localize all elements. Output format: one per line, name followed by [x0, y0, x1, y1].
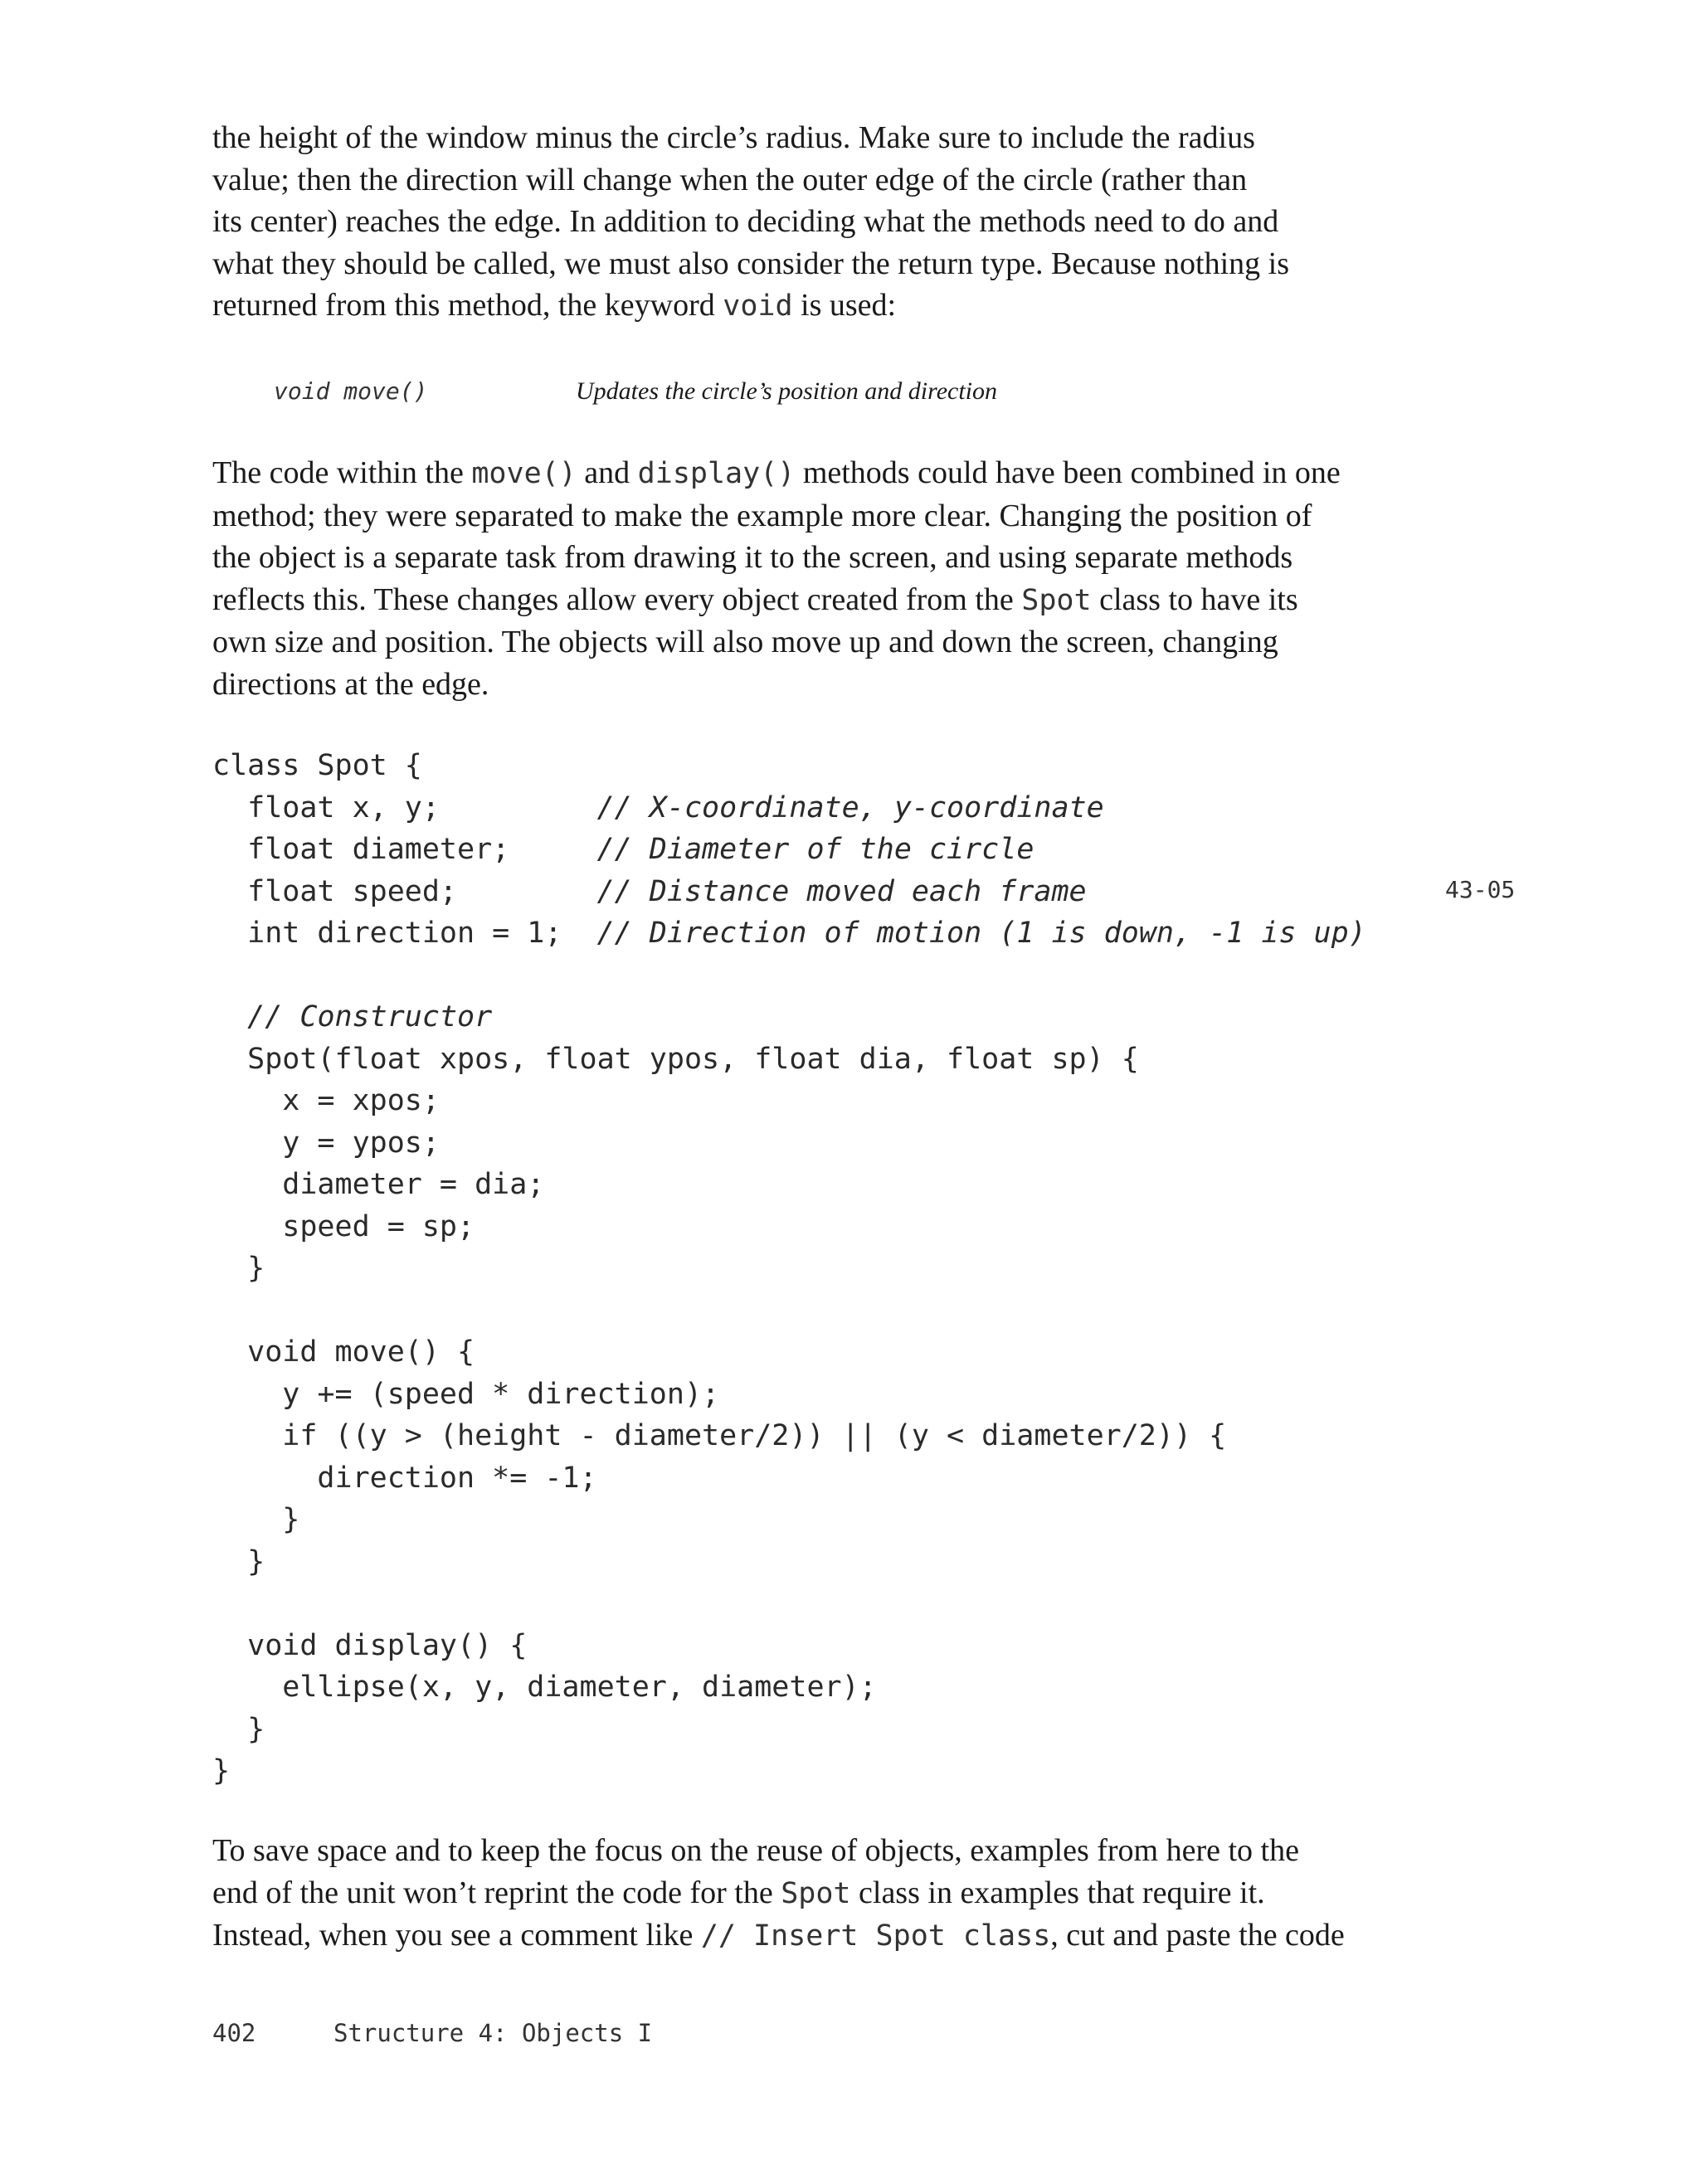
code-line	[212, 912, 1366, 955]
body-paragraph	[212, 452, 1490, 705]
code-line	[212, 1248, 1366, 1290]
text-line: its center) reaches the edge. In addition to deciding what the methods need to do and	[212, 204, 1279, 239]
code-line	[212, 745, 1366, 787]
code-line	[212, 829, 1366, 871]
code-text: }	[212, 1252, 265, 1285]
inline-code-spot: Spot	[781, 1876, 851, 1910]
section-title: Structure 4: Objects I	[333, 2019, 653, 2047]
code-line	[212, 1666, 1366, 1709]
code-line	[212, 1038, 1366, 1081]
code-text: class Spot {	[212, 749, 422, 782]
code-line	[212, 1331, 1366, 1374]
code-text: ellipse(x, y, diameter, diameter);	[212, 1671, 877, 1704]
code-text: diameter = dia;	[212, 1168, 545, 1201]
text-segment: methods could have been combined in one	[795, 455, 1341, 490]
code-text: y += (speed * direction);	[212, 1377, 720, 1411]
inline-code-comment: // Insert Spot class	[700, 1919, 1051, 1953]
code-line	[212, 871, 1366, 913]
code-text: x = xpos;	[212, 1084, 440, 1117]
code-line	[212, 955, 1366, 997]
code-text: float diameter;	[212, 833, 597, 866]
text-line: the object is a separate task from drawing it to the screen, and using separate methods	[212, 540, 1293, 575]
text-segment: The code within the	[212, 455, 472, 490]
text-segment: class to have its	[1091, 581, 1298, 617]
code-line	[212, 1374, 1366, 1416]
text-line: own size and position. The objects will also move up and down the screen, changing	[212, 625, 1278, 659]
code-text: }	[212, 1503, 300, 1536]
text-segment: Instead, when you see a comment like	[212, 1918, 701, 1953]
code-text: void move() {	[212, 1335, 475, 1369]
text-line: what they should be called, we must also consider the return type. Because nothing is	[212, 246, 1290, 281]
text-segment: class in examples that require it.	[850, 1875, 1265, 1910]
code-text: }	[212, 1754, 231, 1788]
method-description: Updates the circle’s position and direction	[576, 377, 997, 405]
code-line	[212, 1750, 1366, 1792]
text-segment: , cut and paste the code	[1050, 1918, 1345, 1953]
code-comment: // Constructor	[247, 1000, 493, 1034]
code-line	[212, 1457, 1366, 1500]
text-line	[212, 452, 1490, 495]
code-line	[212, 1290, 1366, 1332]
code-text: y = ypos;	[212, 1126, 440, 1160]
inline-code-move: move()	[471, 457, 577, 490]
page-footer	[212, 2019, 653, 2104]
example-id: 43-05	[1445, 876, 1516, 903]
code-line	[212, 1499, 1366, 1541]
code-text: void display() {	[212, 1628, 528, 1662]
code-text: int direction = 1;	[212, 917, 597, 950]
code-text	[212, 1000, 247, 1034]
text-line: To save space and to keep the focus on the reuse of objects, examples from here to the	[212, 1833, 1299, 1868]
text-line: directions at the edge.	[212, 666, 489, 702]
code-line	[212, 1583, 1366, 1625]
code-line	[212, 1415, 1366, 1457]
method-signature: void move()	[274, 377, 428, 405]
code-line	[212, 1206, 1366, 1248]
code-text: }	[212, 1544, 265, 1578]
text-segment: end of the unit won’t reprint the code for the	[212, 1875, 781, 1910]
code-text: direction *= -1;	[212, 1461, 597, 1495]
text-line	[212, 1872, 1490, 1915]
text-line: method; they were separated to make the example more clear. Changing the position of	[212, 498, 1312, 533]
code-line	[212, 1709, 1366, 1751]
text-segment: is used:	[792, 288, 897, 323]
code-comment: // Direction of motion (1 is down, -1 is up)	[596, 917, 1366, 950]
text-line	[212, 579, 1490, 622]
text-line: value; then the direction will change when the outer edge of the circle (rather than	[212, 162, 1248, 197]
text-segment: reflects this. These changes allow every object created from the	[212, 581, 1022, 617]
code-comment: // Diameter of the circle	[596, 833, 1034, 866]
code-comment: // Distance moved each frame	[596, 874, 1087, 908]
text-line	[212, 285, 1490, 328]
text-segment: and	[576, 455, 638, 490]
text-line	[212, 1914, 1490, 1958]
code-line	[212, 1080, 1366, 1122]
code-line	[212, 996, 1366, 1038]
inline-code-spot: Spot	[1021, 583, 1092, 617]
code-comment: // X-coordinate, y-coordinate	[596, 790, 1104, 824]
code-line	[212, 1625, 1366, 1667]
code-example	[212, 745, 1366, 1792]
code-text: speed = sp;	[212, 1209, 475, 1243]
code-line	[212, 1541, 1366, 1583]
code-text: Spot(float xpos, float ypos, float dia, float sp) {	[212, 1042, 1139, 1076]
code-line	[212, 787, 1366, 829]
code-text: float x, y;	[212, 790, 597, 824]
code-text: if ((y > (height - diameter/2)) || (y < diameter/2)) {	[212, 1419, 1227, 1452]
intro-paragraph	[212, 117, 1490, 328]
code-text: }	[212, 1712, 265, 1746]
page-number: 402	[212, 2019, 256, 2047]
inline-code-void: void	[723, 289, 793, 323]
text-segment: returned from this method, the keyword	[212, 288, 723, 323]
text-line: the height of the window minus the circle’s radius. Make sure to include the radius	[212, 120, 1255, 155]
code-line	[212, 1164, 1366, 1206]
closing-paragraph	[212, 1830, 1490, 1958]
code-text: float speed;	[212, 874, 597, 908]
inline-code-display: display()	[637, 457, 796, 490]
code-line	[212, 1122, 1366, 1165]
